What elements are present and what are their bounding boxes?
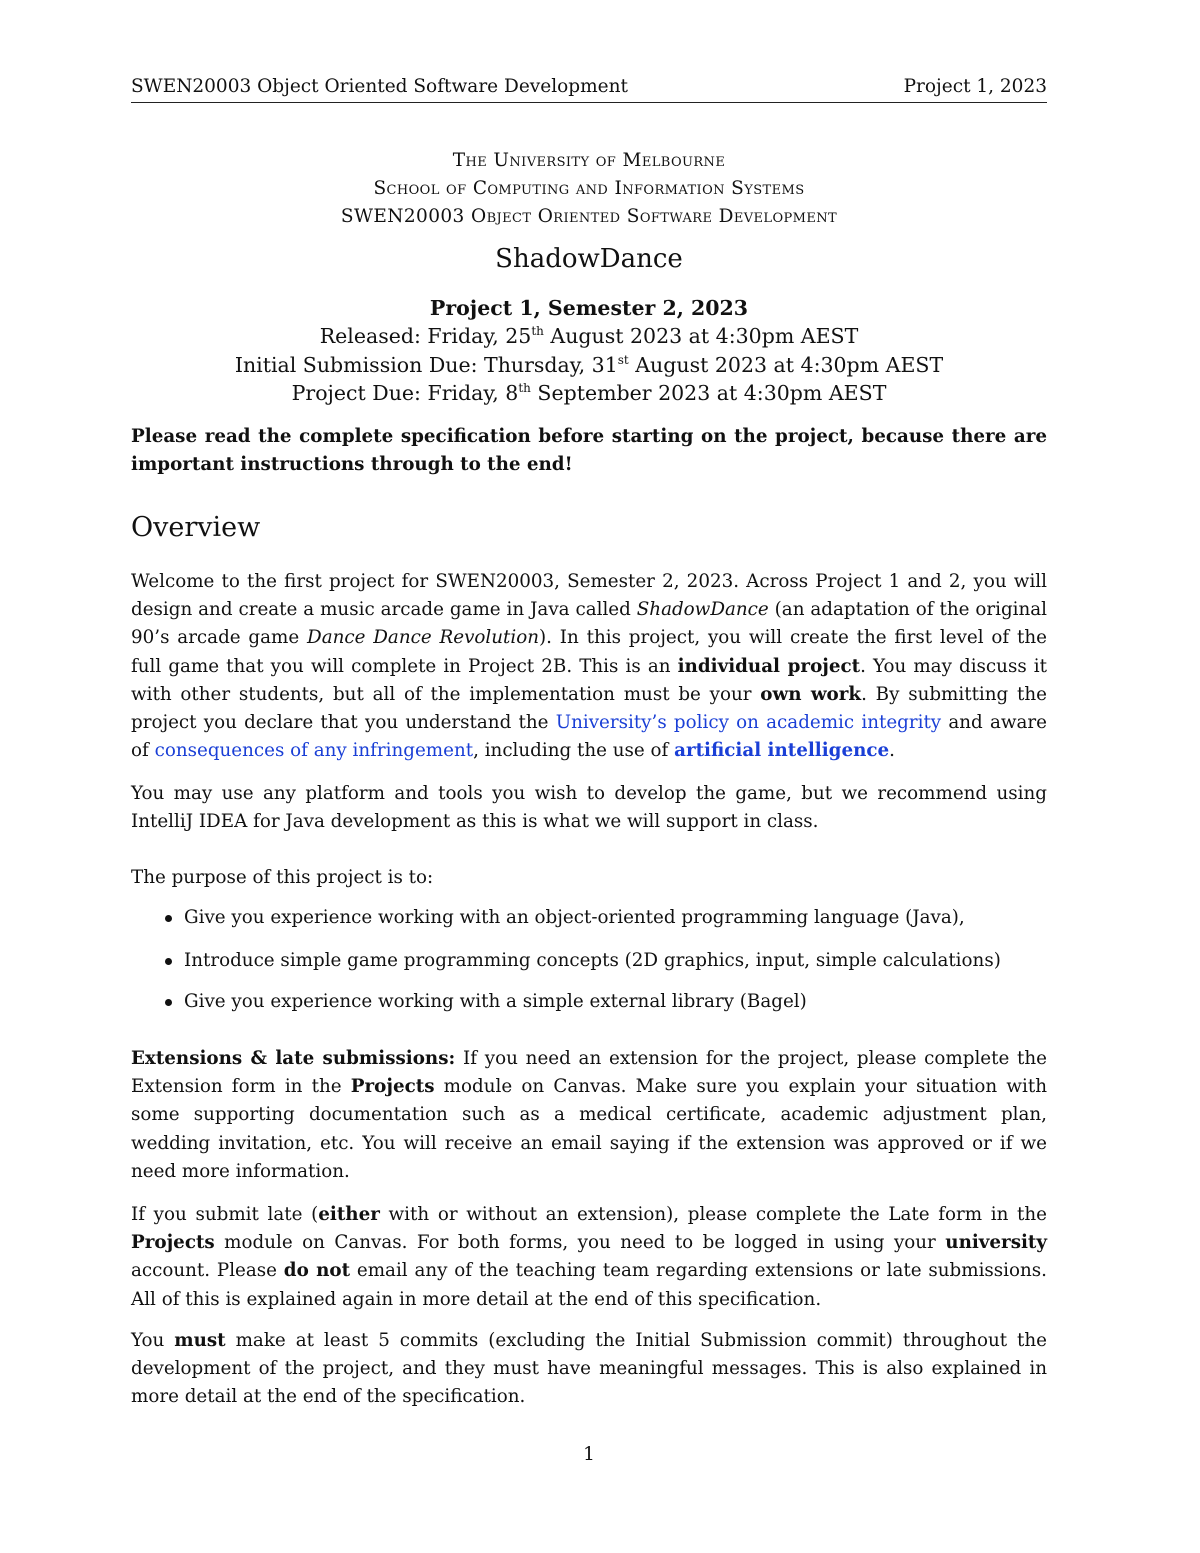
project-title: ShadowDance <box>495 244 683 274</box>
notice-paragraph: Please read the complete specification before starting on the project, because there are important instructions through to the end! <box>131 426 1047 476</box>
project-due-date: Project Due: Friday, 8th September 2023 at 4:30pm AEST <box>291 381 887 405</box>
academic-integrity-link[interactable]: University’s policy on academic integrity <box>555 712 942 734</box>
released-date: Released: Friday, 25th August 2023 at 4:30pm AEST <box>319 324 859 348</box>
running-header <box>131 74 1047 103</box>
overview-paragraph: Welcome to the first project for SWEN20003, Semester 2, 2023. Across Project 1 and 2, you will design and create a music arcade game in Java called ShadowDance (an adaptation of the original 90’s arcade game Dance Dance Revolution). In this project, you will create the first level of the full game that you will complete in Project 2B. This is an individual project. You may discuss it with other students, but all of the implementation must be your own work. By submitting the project you declare that you understand the University’s policy on academic integrity and aware of consequences of any infringement, including the use of artificial intelligence. <box>131 571 1048 762</box>
list-item: Introduce simple game programming concepts (2D graphics, input, simple calculations) <box>131 947 1047 977</box>
artificial-intelligence-link[interactable]: artificial intelligence <box>674 740 890 762</box>
page-number: 1 <box>583 1444 595 1465</box>
header-project-label: Project 1, 2023 <box>903 76 1047 97</box>
initial-submission-date: Initial Submission Due: Thursday, 31st August 2023 at 4:30pm AEST <box>234 353 944 377</box>
late-submission-paragraph: If you submit late (either with or without an extension), please complete the Late form in the Projects module on Canvas. For both forms, you need to be logged in using your university account. Please do not email any of the teaching team regarding extensions or late submissions. All of this is explained again in more detail at the end of this specification. <box>131 1204 1047 1310</box>
purpose-intro: The purpose of this project is to: <box>131 867 434 888</box>
list-item: Give you experience working with a simple external library (Bagel) <box>131 988 1047 1018</box>
list-item: Give you experience working with an object-oriented programming language (Java), <box>131 904 1047 934</box>
subject-name: SWEN20003 Object Oriented Software Development <box>340 206 838 227</box>
consequences-link[interactable]: consequences of any infringement <box>154 740 474 762</box>
bullet-icon <box>165 915 172 922</box>
commits-paragraph: You must make at least 5 commits (excluding the Initial Submission commit) throughout the development of the project, and they must have meaningful messages. This is also explained in more detail at the end of the specification. <box>131 1330 1047 1408</box>
header-course-title: SWEN20003 Object Oriented Software Development <box>131 76 628 97</box>
bullet-icon <box>165 958 172 965</box>
project-semester: Project 1, Semester 2, 2023 <box>429 296 749 320</box>
university-name: The University of Melbourne <box>452 150 726 171</box>
tools-paragraph: You may use any platform and tools you wish to develop the game, but we recommend using IntelliJ IDEA for Java development as this is what we will support in class. <box>131 783 1047 833</box>
overview-heading: Overview <box>131 512 261 543</box>
bullet-icon <box>165 999 172 1006</box>
extensions-paragraph: Extensions & late submissions: If you need an extension for the project, please complete the Extension form in the Projects module on Canvas. Make sure you explain your situation with some supporting documentation such as a medical certificate, academic adjustment plan, wedding invitation, etc. You will receive an email saying if the extension was approved or if we need more information. <box>131 1048 1047 1182</box>
school-name: School of Computing and Information Systems <box>373 178 805 199</box>
